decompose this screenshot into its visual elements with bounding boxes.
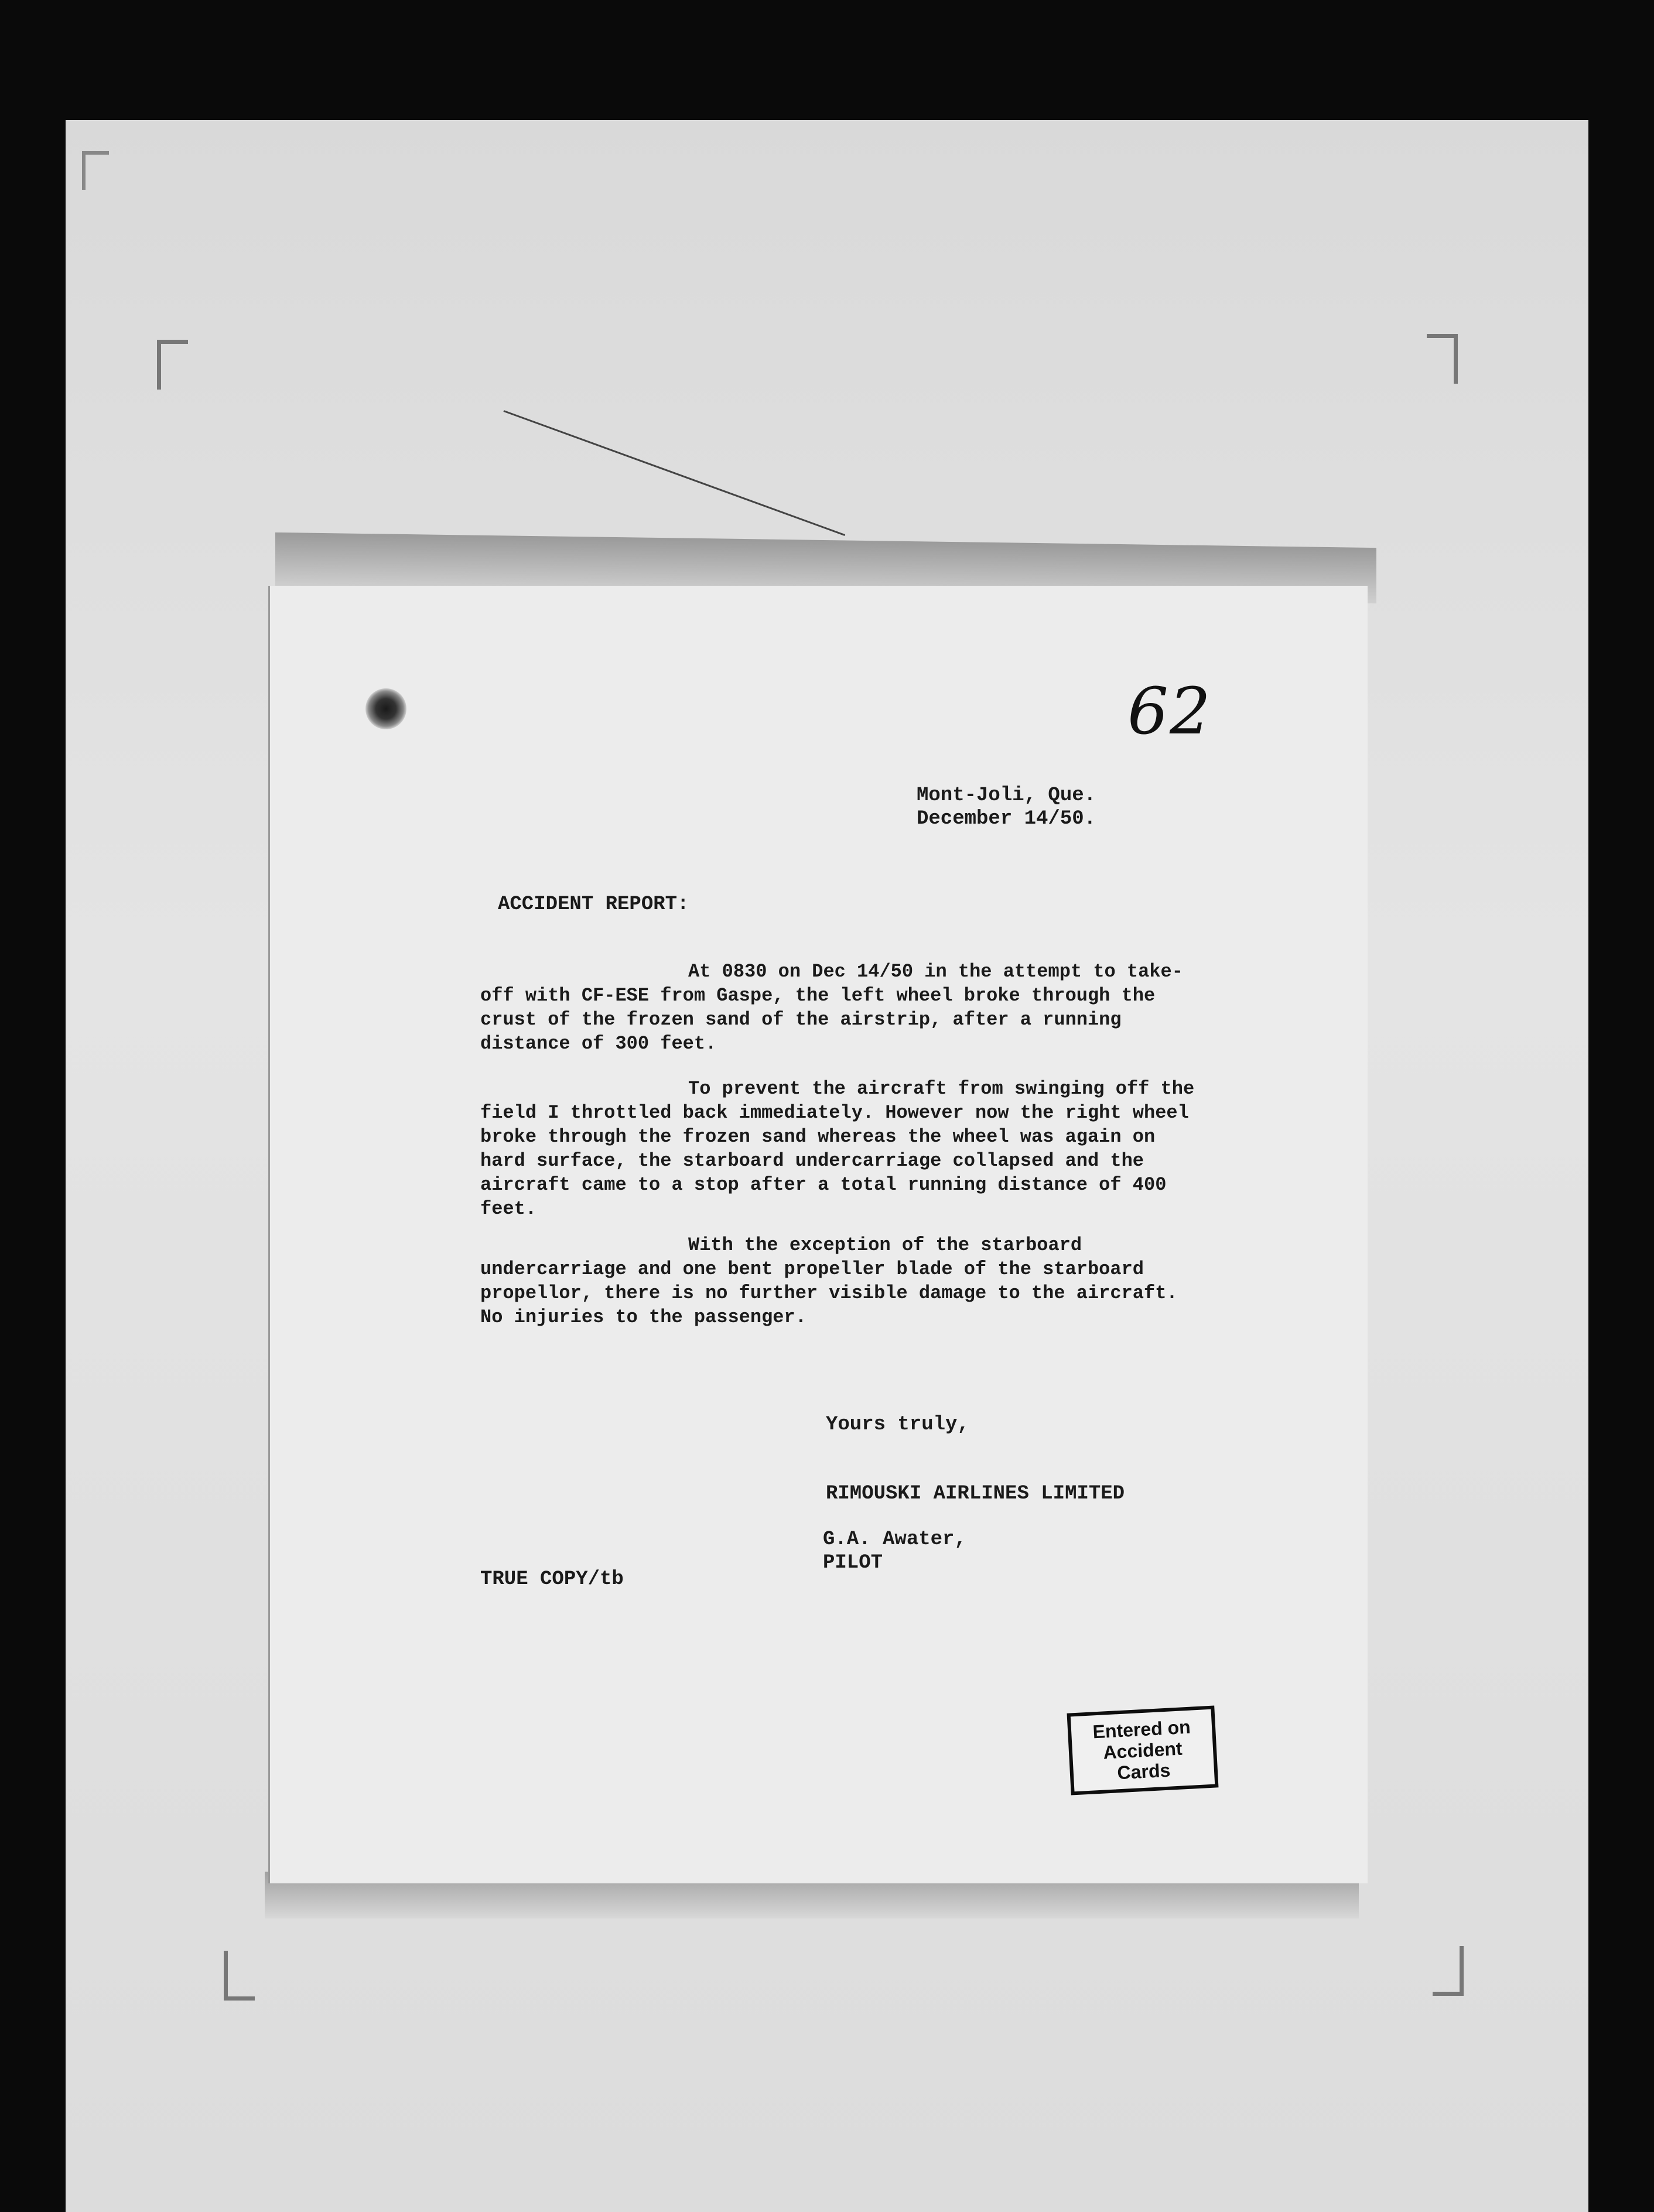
true-copy-note: TRUE COPY/tb — [480, 1568, 624, 1590]
crop-mark-bottom-right — [1433, 1946, 1464, 1996]
stamp-line-2: Accident — [1102, 1737, 1183, 1763]
crop-mark-outer — [82, 151, 109, 190]
report-heading: ACCIDENT REPORT: — [498, 893, 689, 916]
letter-date: December 14/50. — [917, 808, 1096, 830]
stamp-line-1: Entered on — [1092, 1716, 1191, 1743]
crop-mark-top-right — [1427, 334, 1458, 384]
punch-hole-mark — [365, 688, 406, 729]
letter-closing: Yours truly, — [826, 1414, 969, 1436]
entered-stamp — [1067, 1706, 1219, 1795]
signer-name: G.A. Awater, — [823, 1528, 966, 1551]
report-paragraph-3: With the exception of the starboard undercarriage and one bent propeller blade of the starboard propellor, there is no further visible damage to the aircraft. No injuries to the passenger. — [480, 1234, 1178, 1328]
company-name: RIMOUSKI AIRLINES LIMITED — [826, 1483, 1125, 1505]
stamp-line-3: Cards — [1116, 1759, 1171, 1784]
letter-place: Mont-Joli, Que. — [917, 784, 1096, 807]
crop-mark-top-left — [157, 340, 188, 390]
folio-number: 62 — [1127, 674, 1212, 749]
signer-title: PILOT — [823, 1552, 883, 1574]
report-paragraph-1: At 0830 on Dec 14/50 in the attempt to take-off with CF-ESE from Gaspe, the left wheel broke through the crust of the frozen sand of the airstrip, after a running distance of 300 feet. — [480, 961, 1183, 1054]
crop-mark-bottom-left — [224, 1951, 255, 2001]
report-paragraph-2: To prevent the aircraft from swinging off the field I throttled back immediately. However now the right wheel broke through the frozen sand whereas the wheel was again on hard surface, the starboard undercarriage collapsed and the aircraft came to a stop after a total running distance of 400 feet. — [480, 1078, 1195, 1220]
